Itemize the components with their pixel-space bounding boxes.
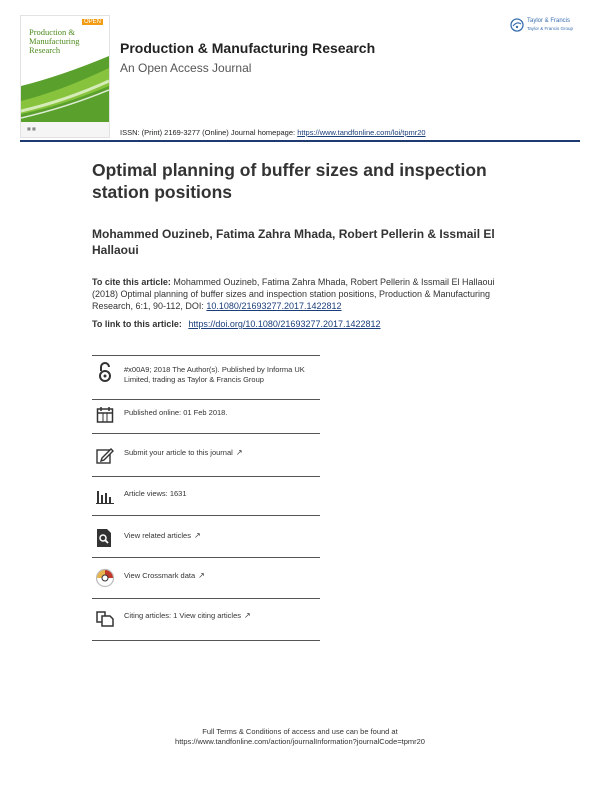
article-doi-link[interactable]: https://doi.org/10.1080/21693277.2017.1422812 xyxy=(188,319,381,329)
external-link-icon: ↗ xyxy=(193,531,201,540)
article-authors: Mohammed Ouzineb, Fatima Zahra Mhada, Robert Pellerin & Issmail El Hallaoui xyxy=(92,227,495,257)
footer-terms: Full Terms & Conditions of access and use can be found at xyxy=(202,727,398,736)
page-footer xyxy=(0,727,600,747)
edit-icon xyxy=(92,443,118,467)
meta-row-views xyxy=(92,486,320,518)
journal-homepage-link[interactable]: https://www.tandfonline.com/loi/tpmr20 xyxy=(297,128,426,137)
issn-text: ISSN: (Print) 2169-3277 (Online) Journal homepage: xyxy=(120,128,296,137)
cite-doi-link[interactable]: 10.1080/21693277.2017.1422812 xyxy=(206,301,342,311)
crossmark-icon xyxy=(92,566,118,590)
cover-title: Production & Manufacturing Research xyxy=(29,27,80,55)
calendar-icon xyxy=(92,403,118,427)
meta-divider xyxy=(92,557,320,558)
meta-divider xyxy=(92,476,320,477)
meta-divider xyxy=(92,355,320,356)
search-document-icon xyxy=(92,526,118,550)
external-link-icon: ↗ xyxy=(244,611,251,620)
header-divider xyxy=(20,140,580,142)
publisher-logo[interactable] xyxy=(510,18,573,32)
meta-divider xyxy=(92,598,320,599)
citation-block xyxy=(92,276,522,312)
citing-articles-link[interactable]: Citing articles: 1 View citing articles xyxy=(124,611,241,620)
meta-divider xyxy=(92,515,320,516)
article-link-block xyxy=(92,318,522,330)
publisher-name: Taylor & Francis xyxy=(527,18,571,24)
related-articles-link[interactable]: View related articles xyxy=(124,531,191,540)
article-title: Optimal planning of buffer sizes and inspection station positions xyxy=(92,160,487,202)
footer-terms-link[interactable]: https://www.tandfonline.com/action/journalInformation?journalCode=tpmr20 xyxy=(175,737,425,746)
cite-label: To cite this article: xyxy=(92,277,171,287)
link-label: To link to this article: xyxy=(92,319,182,329)
journal-title: Production & Manufacturing Research xyxy=(120,40,376,56)
cover-publisher-mark: ■ ■ xyxy=(27,126,36,131)
article-views: Article views: 1631 xyxy=(124,489,187,498)
open-access-icon xyxy=(92,360,118,384)
meta-row-crossmark[interactable] xyxy=(92,568,320,600)
meta-divider xyxy=(92,640,320,641)
meta-divider xyxy=(92,433,320,434)
crossmark-link[interactable]: View Crossmark data xyxy=(124,571,196,580)
taylor-francis-icon xyxy=(510,18,524,32)
open-access-badge: OPEN xyxy=(83,19,101,25)
external-link-icon: ↗ xyxy=(198,571,205,580)
citing-articles-icon xyxy=(92,606,118,630)
submit-article-link[interactable]: Submit your article to this journal xyxy=(124,448,233,457)
meta-row-related[interactable] xyxy=(92,528,320,560)
journal-subtitle: An Open Access Journal xyxy=(120,61,252,75)
external-link-icon: ↗ xyxy=(235,448,243,457)
meta-row-license xyxy=(92,362,320,394)
bar-chart-icon xyxy=(92,484,118,508)
meta-row-submit[interactable] xyxy=(92,445,320,477)
cite-text: Mohammed Ouzineb, Fatima Zahra Mhada, Robert Pellerin & Issmail El Hallaoui (2018) Optimal planning of buffer sizes and inspection station positions, Production & Manufacturing Research, 6:1, 90-112, DOI: xyxy=(92,277,495,311)
issn-line xyxy=(120,128,426,137)
journal-cover xyxy=(20,15,110,138)
meta-divider xyxy=(92,399,320,400)
meta-row-citing[interactable] xyxy=(92,608,320,640)
published-date: Published online: 01 Feb 2018. xyxy=(124,408,228,417)
license-text: #x00A9; 2018 The Author(s). Published by Informa UK Limited, trading as Taylor & Francis Group xyxy=(124,365,305,384)
publisher-group: Taylor & Francis Group xyxy=(527,26,574,31)
